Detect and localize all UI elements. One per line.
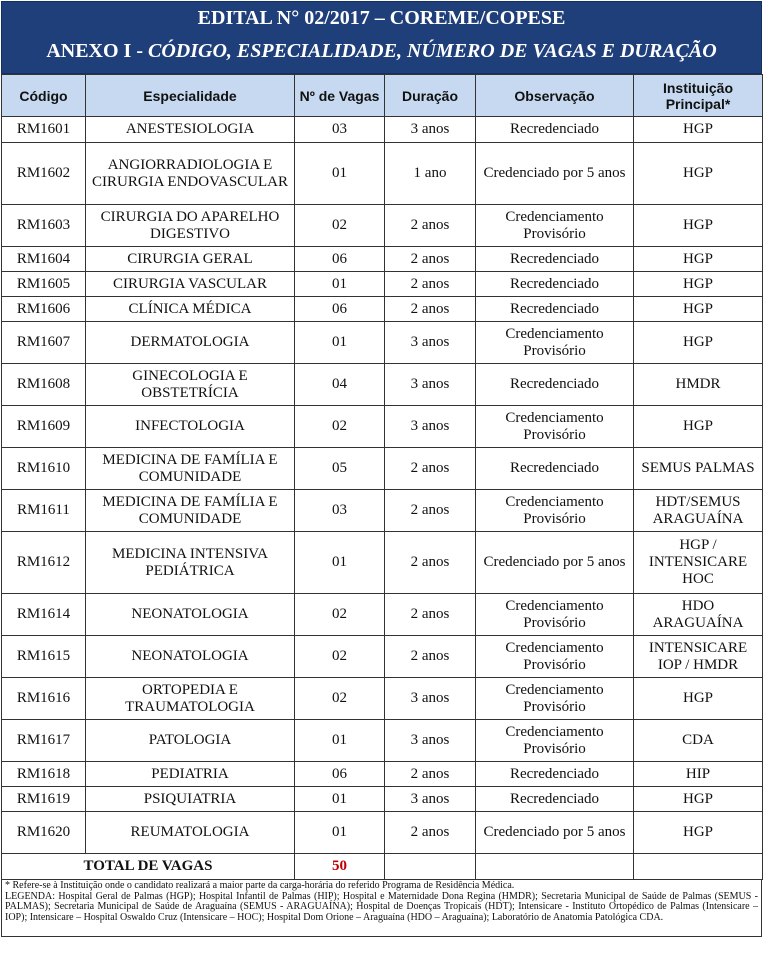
cell-codigo: RM1609 [2,406,86,448]
table-row [2,490,763,532]
cell-codigo: RM1607 [2,322,86,364]
vacancies-table [1,74,763,880]
table-row [2,364,763,406]
cell-codigo: RM1620 [2,812,86,854]
cell-observacao: Credenciamento Provisório [476,205,634,247]
cell-vagas: 01 [295,143,385,205]
table-row [2,636,763,678]
cell-observacao: Recredenciado [476,272,634,297]
cell-instituicao: SEMUS PALMAS [634,448,763,490]
cell-codigo: RM1614 [2,594,86,636]
cell-duracao: 3 anos [385,787,476,812]
total-value: 50 [295,854,385,880]
cell-especialidade: PSIQUIATRIA [86,787,295,812]
cell-observacao: Credenciado por 5 anos [476,143,634,205]
cell-duracao: 2 anos [385,272,476,297]
cell-observacao: Recredenciado [476,117,634,143]
cell-codigo: RM1615 [2,636,86,678]
cell-duracao: 3 anos [385,364,476,406]
cell-instituicao: HGP [634,272,763,297]
cell-especialidade: PATOLOGIA [86,720,295,762]
cell-codigo: RM1611 [2,490,86,532]
cell-codigo: RM1616 [2,678,86,720]
cell-observacao: Recredenciado [476,762,634,787]
cell-instituicao: HGP [634,143,763,205]
cell-vagas: 06 [295,762,385,787]
cell-duracao: 3 anos [385,117,476,143]
cell-especialidade: INFECTOLOGIA [86,406,295,448]
total-row [2,854,763,880]
table-row [2,720,763,762]
cell-especialidade: NEONATOLOGIA [86,594,295,636]
cell-codigo: RM1606 [2,297,86,322]
cell-vagas: 02 [295,636,385,678]
table-row [2,117,763,143]
cell-especialidade: DERMATOLOGIA [86,322,295,364]
table-row [2,678,763,720]
cell-vagas: 03 [295,117,385,143]
cell-duracao: 2 anos [385,762,476,787]
total-empty-cell [476,854,634,880]
cell-instituicao: HMDR [634,364,763,406]
column-header-row [2,75,763,117]
cell-duracao: 2 anos [385,812,476,854]
table-row [2,143,763,205]
cell-observacao: Recredenciado [476,448,634,490]
cell-especialidade: MEDICINA DE FAMÍLIA E COMUNIDADE [86,448,295,490]
cell-codigo: RM1617 [2,720,86,762]
table-row [2,762,763,787]
cell-observacao: Recredenciado [476,297,634,322]
cell-especialidade: CLÍNICA MÉDICA [86,297,295,322]
cell-codigo: RM1619 [2,787,86,812]
cell-vagas: 01 [295,532,385,594]
cell-duracao: 2 anos [385,490,476,532]
column-header-instituicao: Instituição Principal* [634,75,763,117]
total-empty-cell [385,854,476,880]
cell-duracao: 2 anos [385,205,476,247]
cell-duracao: 3 anos [385,322,476,364]
column-header-codigo: Código [2,75,86,117]
cell-instituicao: CDA [634,720,763,762]
cell-instituicao: HGP / INTENSICARE HOC [634,532,763,594]
cell-instituicao: HGP [634,297,763,322]
table-row [2,297,763,322]
cell-especialidade: REUMATOLOGIA [86,812,295,854]
cell-observacao: Credenciamento Provisório [476,594,634,636]
cell-duracao: 2 anos [385,247,476,272]
cell-observacao: Credenciamento Provisório [476,636,634,678]
cell-duracao: 1 ano [385,143,476,205]
cell-instituicao: HDO ARAGUAÍNA [634,594,763,636]
table-row [2,532,763,594]
cell-codigo: RM1610 [2,448,86,490]
table-row [2,322,763,364]
cell-especialidade: NEONATOLOGIA [86,636,295,678]
table-row [2,594,763,636]
cell-instituicao: HGP [634,812,763,854]
cell-especialidade: PEDIATRIA [86,762,295,787]
cell-especialidade: ANGIORRADIOLOGIA E CIRURGIA ENDOVASCULAR [86,143,295,205]
cell-vagas: 06 [295,297,385,322]
cell-codigo: RM1618 [2,762,86,787]
cell-observacao: Recredenciado [476,787,634,812]
column-header-duracao: Duração [385,75,476,117]
cell-vagas: 02 [295,678,385,720]
cell-duracao: 3 anos [385,678,476,720]
cell-observacao: Credenciamento Provisório [476,322,634,364]
footnote-note: * Refere-se à Instituição onde o candidato realizará a maior parte da carga-horária do referido Programa de Residência Médica. [5,880,515,891]
cell-vagas: 01 [295,720,385,762]
cell-especialidade: ORTOPEDIA E TRAUMATOLOGIA [86,678,295,720]
cell-instituicao: HDT/SEMUS ARAGUAÍNA [634,490,763,532]
cell-vagas: 06 [295,247,385,272]
cell-especialidade: ANESTESIOLOGIA [86,117,295,143]
document-title: EDITAL N° 02/2017 – COREME/COPESE [197,7,566,29]
cell-observacao: Credenciado por 5 anos [476,532,634,594]
cell-observacao: Credenciado por 5 anos [476,812,634,854]
table-row [2,406,763,448]
cell-duracao: 2 anos [385,594,476,636]
document-header [1,1,762,74]
cell-vagas: 01 [295,322,385,364]
cell-vagas: 02 [295,594,385,636]
cell-duracao: 2 anos [385,297,476,322]
cell-vagas: 05 [295,448,385,490]
cell-observacao: Credenciamento Provisório [476,678,634,720]
table-row [2,247,763,272]
cell-codigo: RM1604 [2,247,86,272]
total-label: TOTAL DE VAGAS [2,854,295,880]
table-row [2,787,763,812]
cell-vagas: 01 [295,787,385,812]
cell-vagas: 01 [295,272,385,297]
cell-instituicao: HGP [634,406,763,448]
document-subtitle [2,32,761,73]
cell-duracao: 2 anos [385,448,476,490]
cell-codigo: RM1605 [2,272,86,297]
cell-codigo: RM1601 [2,117,86,143]
column-header-especialidade: Especialidade [86,75,295,117]
cell-instituicao: HGP [634,117,763,143]
cell-instituicao: HIP [634,762,763,787]
cell-codigo: RM1612 [2,532,86,594]
cell-especialidade: MEDICINA DE FAMÍLIA E COMUNIDADE [86,490,295,532]
cell-observacao: Credenciamento Provisório [476,490,634,532]
table-row [2,272,763,297]
total-empty-cell [634,854,763,880]
cell-instituicao: HGP [634,247,763,272]
cell-codigo: RM1602 [2,143,86,205]
cell-especialidade: GINECOLOGIA E OBSTETRÍCIA [86,364,295,406]
footnote [1,880,762,937]
cell-observacao: Recredenciado [476,247,634,272]
cell-observacao: Credenciamento Provisório [476,720,634,762]
cell-duracao: 2 anos [385,532,476,594]
cell-vagas: 04 [295,364,385,406]
table-row [2,812,763,854]
cell-codigo: RM1603 [2,205,86,247]
cell-especialidade: CIRURGIA DO APARELHO DIGESTIVO [86,205,295,247]
cell-instituicao: HGP [634,322,763,364]
cell-instituicao: HGP [634,205,763,247]
document-page [1,1,762,959]
cell-codigo: RM1608 [2,364,86,406]
cell-vagas: 02 [295,205,385,247]
table-row [2,205,763,247]
cell-especialidade: CIRURGIA GERAL [86,247,295,272]
column-header-vagas: Nº de Vagas [295,75,385,117]
cell-duracao: 2 anos [385,636,476,678]
cell-observacao: Credenciamento Provisório [476,406,634,448]
cell-vagas: 01 [295,812,385,854]
cell-especialidade: MEDICINA INTENSIVA PEDIÁTRICA [86,532,295,594]
cell-vagas: 02 [295,406,385,448]
cell-especialidade: CIRURGIA VASCULAR [86,272,295,297]
footnote-legend: LEGENDA: Hospital Geral de Palmas (HGP); Hospital Infantil de Palmas (HIP); Hospital e Maternidade Dona Regina (HMDR); Secretaria Municipal de Saúde de Palmas (SEMUS - PALMAS); Secretaria Municipal de Saúde de Araguaína (SEMUS - ARAGUAÍNA); Hospital de Doenças Tropicais (HDT); Intensicare - Instituto Ortopédico de Palmas (Intensicare – IOP); Intensicare – Hospital Oswaldo Cruz (Intensicare – HOC); Hospital Dom Orione – Araguaína (HDO – Araguaína); Laboratório de Anatomia Patológica CDA. [5,890,758,923]
cell-instituicao: HGP [634,787,763,812]
table-body [2,117,763,854]
cell-observacao: Recredenciado [476,364,634,406]
table-row [2,448,763,490]
cell-instituicao: INTENSICARE IOP / HMDR [634,636,763,678]
cell-instituicao: HGP [634,678,763,720]
cell-vagas: 03 [295,490,385,532]
cell-duracao: 3 anos [385,406,476,448]
subtitle-italic: CÓDIGO, ESPECIALIDADE, NÚMERO DE VAGAS E DURAÇÃO [148,40,717,62]
cell-duracao: 3 anos [385,720,476,762]
column-header-observacao: Observação [476,75,634,117]
subtitle-prefix: ANEXO I - [46,40,148,62]
